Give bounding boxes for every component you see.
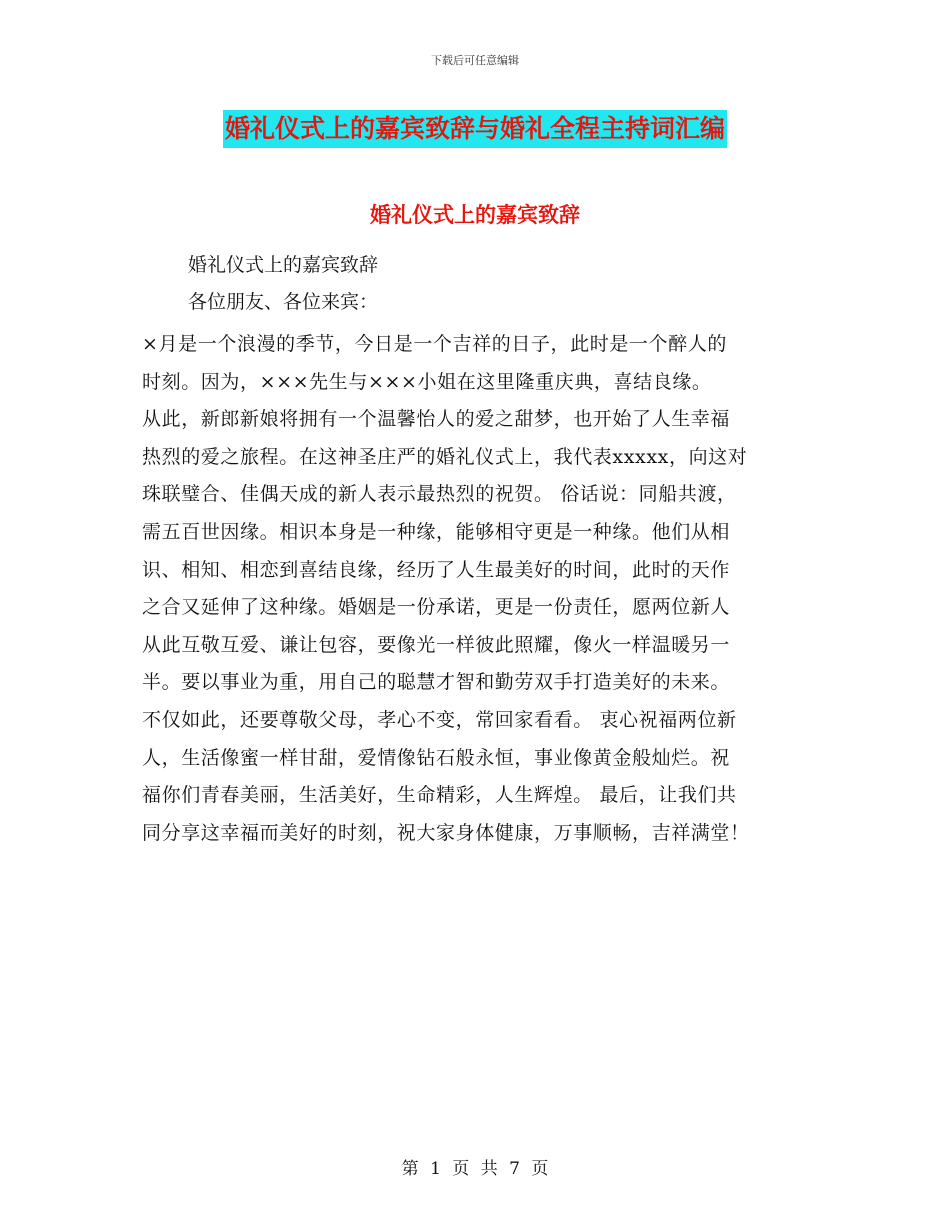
body-line: 需五百世因缘。相识本身是一种缘，能够相守更是一种缘。他们从相 <box>142 520 731 543</box>
body-line: 从此互敬互爱、谦让包容，要像光一样彼此照耀，像火一样温暖另一 <box>142 633 731 656</box>
body-line: 半。要以事业为重，用自己的聪慧才智和勤劳双手打造美好的未来。 <box>142 671 731 694</box>
body-line: 从此，新郎新娘将拥有一个温馨怡人的爱之甜梦，也开始了人生幸福 <box>142 408 731 431</box>
body-line: 之合又延伸了这种缘。婚姻是一份承诺，更是一份责任，愿两位新人 <box>142 596 731 619</box>
body-line: 珠联璧合、佳偶天成的新人表示最热烈的祝贺。 俗话说：同船共渡， <box>142 483 737 506</box>
intro-line-salutation: 各位朋友、各位来宾： <box>188 291 379 313</box>
body-line: 人，生活像蜜一样甘甜，爱情像钻石般永恒，事业像黄金般灿烂。祝 <box>142 746 731 769</box>
body-line: 福你们青春美丽，生活美好，生命精彩，人生辉煌。 最后，让我们共 <box>142 784 737 807</box>
body-line: 不仅如此，还要尊敬父母，孝心不变，常回家看看。 衷心祝福两位新 <box>142 708 737 731</box>
document-title: 婚礼仪式上的嘉宾致辞与婚礼全程主持词汇编 <box>223 110 727 148</box>
body-line: 同分享这幸福而美好的时刻，祝大家身体健康，万事顺畅，吉祥满堂！ <box>142 821 750 844</box>
body-line: 热烈的爱之旅程。在这神圣庄严的婚礼仪式上，我代表xxxxx，向这对 <box>142 445 748 468</box>
body-line: 时刻。因为，×××先生与×××小姐在这里隆重庆典，喜结良缘。 <box>142 370 712 393</box>
speech-body <box>142 326 822 852</box>
body-line: ×月是一个浪漫的季节，今日是一个吉祥的日子，此时是一个醉人的 <box>142 333 727 355</box>
body-line: 识、相知、相恋到喜结良缘，经历了人生最美好的时间，此时的天作 <box>142 558 731 581</box>
intro-line-heading: 婚礼仪式上的嘉宾致辞 <box>188 254 379 276</box>
section-title: 婚礼仪式上的嘉宾致辞 <box>370 202 580 227</box>
document-title-container <box>0 110 950 148</box>
page-header-note: 下载后可任意编辑 <box>431 54 519 67</box>
page-number-footer: 第 1 页 共 7 页 <box>401 1159 549 1179</box>
